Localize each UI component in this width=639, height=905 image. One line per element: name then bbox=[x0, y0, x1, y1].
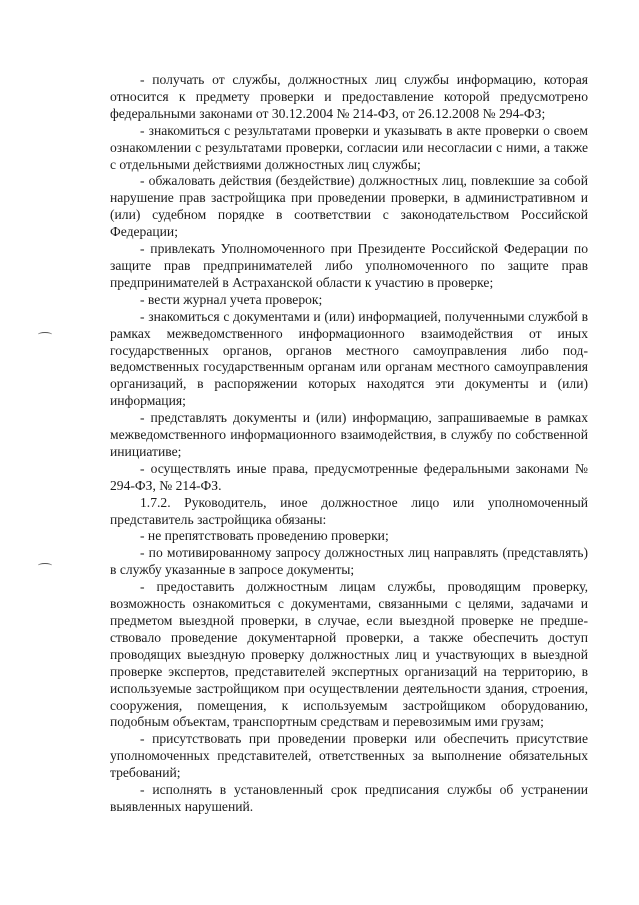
document-body bbox=[110, 72, 588, 816]
paragraph-right-review-documents: - знакомиться с документами и (или) информацией, полученными службой в рамках межведомственного информационного взаимодействия от иных государственных органов, органов местного самоуправления либо подведомственных государственным органам или органам местного самоуправления организаций, в распоряжении которых находятся эти документы и (или) информация; bbox=[110, 308, 588, 409]
paragraph-right-receive-info: - получать от службы, должностных лиц службы информацию, которая относится к предмету проверки и предоставление которой предусмотрено федеральными законами от 30.12.2004 № 214-ФЗ, от 26.12.2008 № 294-ФЗ; bbox=[110, 72, 588, 121]
paragraph-right-other: - осуществлять иные права, предусмотренные федеральными законами № 294-ФЗ, № 214-ФЗ. bbox=[110, 460, 588, 493]
paragraph-duty-attend: - присутствовать при проведении проверки или обеспечить присутствие уполномоченных представителей, ответственных за выполнение обязательных требований; bbox=[110, 731, 588, 781]
paragraph-right-review-results: - знакомиться с результатами проверки и указывать в акте проверки о своем ознакомлении с результатами проверки, согласии или несогласии с ними, а также с отдельными действиями должностных лиц службы; bbox=[110, 122, 588, 172]
margin-tick-mark bbox=[38, 332, 52, 337]
paragraph-duty-comply: - исполнять в установленный срок предписания службы об устранении выявленных нарушений. bbox=[110, 782, 588, 814]
paragraph-duty-provide-access: - предоставить должностным лицам службы, проводящим проверку, возможность ознакомиться с документами, связанными с целями, задачами и предметом выездной проверки, в случае, если выездной проверке не предшествовало проведение документарной проверки, а также обеспечить доступ проводящих выездную проверку должностных лиц и участвующих в выездной проверке экспертов, представителей экспертных организаций на территорию, в используемые застройщиком при осуществлении деятельности здания, строения, сооружения, помещения, к используемым застройщиком оборудованию, подобным объектам, транспортным средствам и перевозимым ими грузам; bbox=[110, 579, 588, 730]
paragraph-right-appeal: - обжаловать действия (бездействие) должностных лиц, повлекшие за собой нарушение прав застройщика при проведении проверки, в административном и (или) судебном порядке в соответствии с законодательством Российской Федерации; bbox=[110, 173, 588, 240]
paragraph-duty-provide-documents: - по мотивированному запросу должностных лиц направлять (представлять) в службу указанные в запросе документы; bbox=[110, 545, 588, 578]
paragraph-duty-not-obstruct: - не препятствовать проведению проверки; bbox=[140, 528, 389, 544]
paragraph-right-submit-documents: - представлять документы и (или) информацию, запрашиваемые в рамках межведомственного информационного взаимодействия, в службу по собственной инициативе; bbox=[110, 410, 588, 459]
paragraph-right-inspection-log: - вести журнал учета проверок; bbox=[140, 291, 323, 307]
paragraph-right-ombudsman: - привлекать Уполномоченного при Президенте Российской Федерации по защите прав предпринимателей либо уполномоченного по защите прав предпринимателей в Астраханской области к участию в проверке; bbox=[110, 241, 588, 290]
margin-tick-mark bbox=[38, 563, 52, 568]
section-1-7-2-heading: 1.7.2. Руководитель, иное должностное лицо или уполномоченный представитель застройщика обязаны: bbox=[110, 494, 588, 527]
